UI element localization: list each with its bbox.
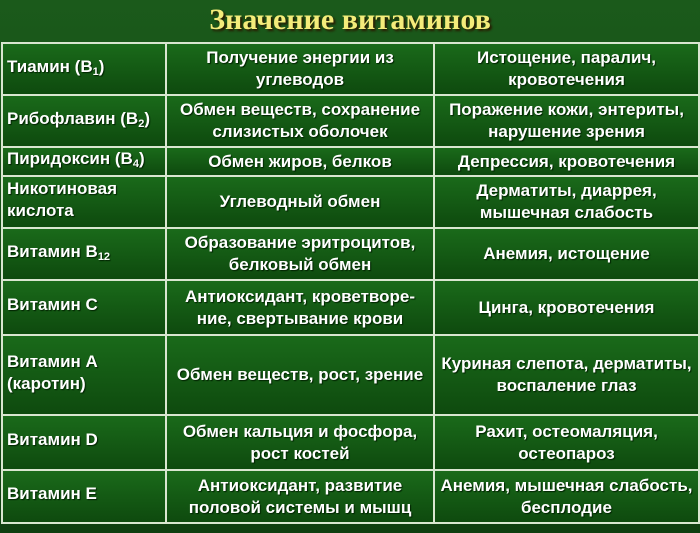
vitamin-function: Образование эритроцитов, белковый обмен bbox=[166, 228, 434, 280]
vitamin-deficiency: Дерматиты, диаррея, мышечная слабость bbox=[434, 176, 699, 228]
vitamin-name: Витамин Е bbox=[2, 470, 166, 523]
table-row bbox=[2, 470, 699, 523]
vitamin-function: Обмен веществ, рост, зрение bbox=[166, 335, 434, 415]
vitamin-function: Обмен веществ, сохранение слизистых оболочек bbox=[166, 95, 434, 147]
vitamin-name: Витамин $B_{12}$ bbox=[2, 228, 166, 280]
vitamin-function: Антиоксидант, кроветворе-ние, свертывание крови bbox=[166, 280, 434, 335]
vitamin-deficiency: Анемия, мышечная слабость, бесплодие bbox=[434, 470, 699, 523]
vitamins-table bbox=[1, 42, 700, 524]
vitamin-function: Углеводный обмен bbox=[166, 176, 434, 228]
slide-title: Значение витаминов bbox=[209, 3, 491, 36]
vitamin-function: Обмен кальция и фосфора, рост костей bbox=[166, 415, 434, 470]
vitamin-name: Пиридоксин $(B_4)$ bbox=[2, 147, 166, 176]
vitamin-deficiency: Депрессия, кровотечения bbox=[434, 147, 699, 176]
vitamin-function: Получение энергии из углеводов bbox=[166, 43, 434, 95]
vitamin-deficiency: Анемия, истощение bbox=[434, 228, 699, 280]
table-row bbox=[2, 415, 699, 470]
table-row bbox=[2, 95, 699, 147]
vitamin-deficiency: Истощение, паралич, кровотечения bbox=[434, 43, 699, 95]
vitamin-deficiency: Цинга, кровотечения bbox=[434, 280, 699, 335]
vitamin-name: Витамин С bbox=[2, 280, 166, 335]
vitamin-name: Витамин D bbox=[2, 415, 166, 470]
table-row bbox=[2, 43, 699, 95]
vitamin-name: Витамин А (каротин) bbox=[2, 335, 166, 415]
table-row bbox=[2, 228, 699, 280]
table-row bbox=[2, 280, 699, 335]
vitamin-function: Антиоксидант, развитие половой системы и мышц bbox=[166, 470, 434, 523]
vitamin-deficiency: Куриная слепота, дерматиты, воспаление глаз bbox=[434, 335, 699, 415]
table-row bbox=[2, 176, 699, 228]
vitamin-name: Тиамин $(B_1)$ bbox=[2, 43, 166, 95]
vitamin-name: Никотиновая кислота bbox=[2, 176, 166, 228]
table-row bbox=[2, 147, 699, 176]
vitamin-function: Обмен жиров, белков bbox=[166, 147, 434, 176]
vitamin-deficiency: Поражение кожи, энтериты, нарушение зрения bbox=[434, 95, 699, 147]
table-row bbox=[2, 335, 699, 415]
vitamin-name: Рибофлавин $(B_2)$ bbox=[2, 95, 166, 147]
vitamin-deficiency: Рахит, остеомаляция, остеопароз bbox=[434, 415, 699, 470]
